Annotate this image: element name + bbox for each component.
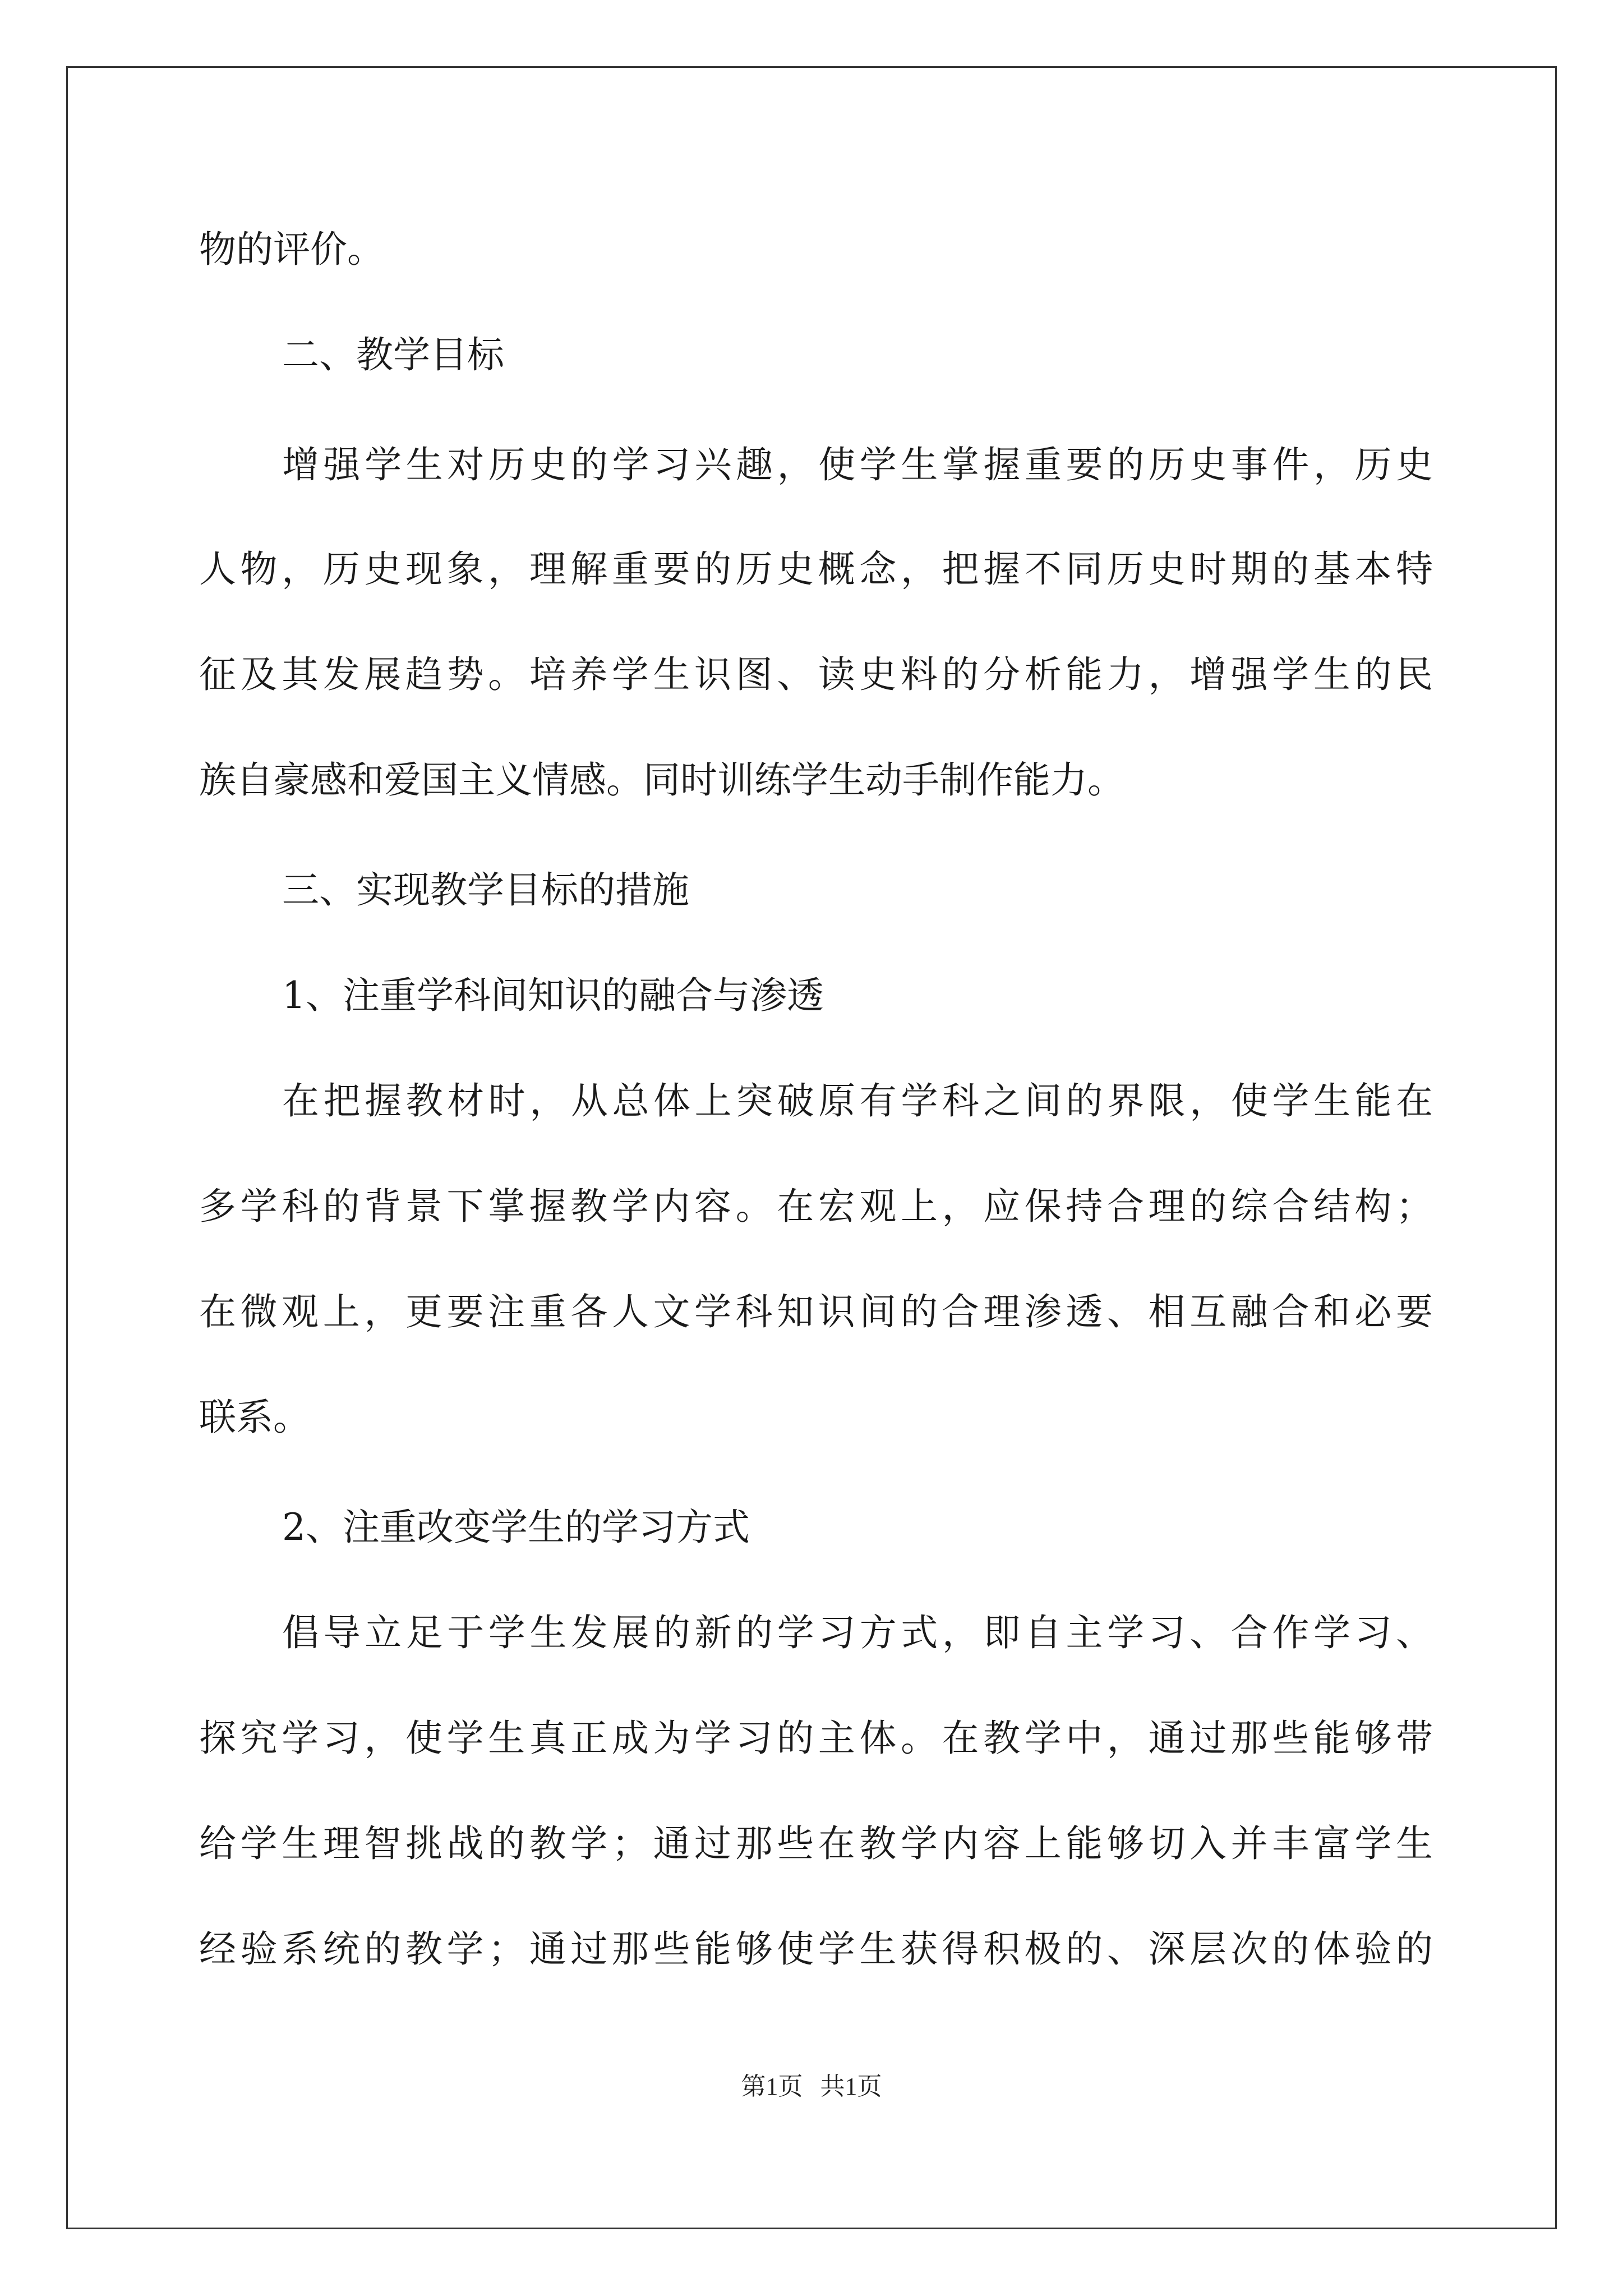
page-border bbox=[66, 66, 1557, 2229]
text-line: 联系。 bbox=[199, 1396, 310, 1439]
text-line: 征及其发展趋势。培养学生识图、读史料的分析能力，增强学生的民 bbox=[199, 653, 1433, 696]
section-heading: 三、实现教学目标的措施 bbox=[282, 868, 689, 912]
subsection-heading: 1、注重学科间知识的融合与渗透 bbox=[282, 974, 824, 1017]
page-number: 第1页 bbox=[741, 2073, 803, 2100]
text-line: 物的评价。 bbox=[199, 228, 384, 271]
subsection-heading: 2、注重改变学生的学习方式 bbox=[282, 1506, 750, 1549]
text-line: 探究学习，使学生真正成为学习的主体。在教学中，通过那些能够带 bbox=[199, 1717, 1433, 1760]
text-line: 给学生理智挑战的教学；通过那些在教学内容上能够切入并丰富学生 bbox=[199, 1822, 1433, 1865]
text-line: 人物，历史现象，理解重要的历史概念，把握不同历史时期的基本特 bbox=[199, 547, 1433, 591]
page-footer bbox=[0, 2070, 1623, 2104]
section-heading: 二、教学目标 bbox=[282, 333, 504, 376]
text-line: 族自豪感和爱国主义情感。同时训练学生动手制作能力。 bbox=[199, 758, 1124, 802]
text-line: 多学科的背景下掌握教学内容。在宏观上，应保持合理的综合结构； bbox=[199, 1185, 1433, 1228]
text-line: 增强学生对历史的学习兴趣，使学生掌握重要的历史事件，历史 bbox=[282, 443, 1433, 486]
text-line: 在把握教材时，从总体上突破原有学科之间的界限，使学生能在 bbox=[282, 1079, 1433, 1122]
text-line: 经验系统的教学；通过那些能够使学生获得积极的、深层次的体验的 bbox=[199, 1927, 1433, 1971]
page-total: 共1页 bbox=[820, 2073, 882, 2100]
text-line: 在微观上，更要注重各人文学科知识间的合理渗透、相互融合和必要 bbox=[199, 1290, 1433, 1333]
text-line: 倡导立足于学生发展的新的学习方式，即自主学习、合作学习、 bbox=[282, 1611, 1433, 1654]
